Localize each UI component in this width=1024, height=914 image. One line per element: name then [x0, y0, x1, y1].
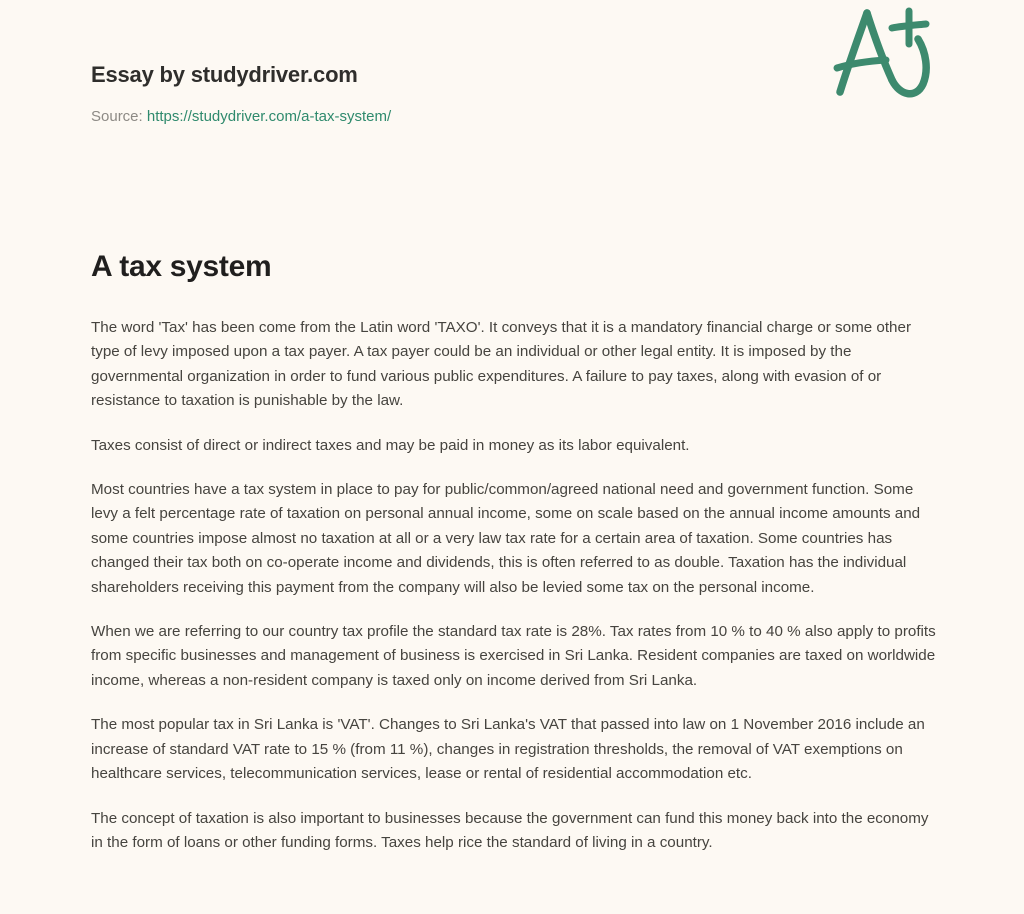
source-label: Source:	[91, 108, 143, 125]
paragraph: The most popular tax in Sri Lanka is 'VAT'. Changes to Sri Lanka's VAT that passed into law on 1 November 2016 include an increase of standard VAT rate to 15 % (from 11 %), changes in registration thresholds, the removal of VAT exemptions on healthcare services, telecommunication services, lease or rental of residential accommodation etc.	[91, 716, 925, 783]
paragraph: The concept of taxation is also important to businesses because the government can fund this money back into the economy in the form of loans or other funding forms. Taxes help rice the standard of living in a country.	[91, 809, 929, 851]
paragraph: Most countries have a tax system in place to pay for public/common/agreed national need and government function. Some levy a felt percentage rate of taxation on personal annual income, some on scale based on the annual income amounts and some countries impose almost no taxation at all or a very law tax rate for a certain area of taxation. Some countries has changed their tax both on co-operate income and dividends, this is often referred to as double. Taxation has the individual shareholders receiving this payment from the company will also be levied some tax on the personal income.	[91, 481, 921, 596]
article	[91, 248, 937, 855]
source-url-link[interactable]: https://studydriver.com/a-tax-system/	[146, 108, 392, 125]
source-line	[91, 107, 391, 127]
page-title: A tax system	[91, 250, 272, 283]
paragraph: Taxes consist of direct or indirect taxes and may be paid in money as its labor equivalent.	[91, 436, 690, 454]
article-body	[91, 316, 937, 855]
header-text-block	[91, 60, 391, 127]
site-title: Essay by studydriver.com	[91, 62, 358, 87]
paragraph: The word 'Tax' has been come from the Latin word 'TAXO'. It conveys that it is a mandatory financial charge or some other type of levy imposed upon a tax payer. A tax payer could be an individual or other legal entity. It is imposed by the governmental organization in order to fund various public expenditures. A failure to pay taxes, along with evasion of or resistance to taxation is punishable by the law.	[91, 319, 912, 410]
paragraph: When we are referring to our country tax profile the standard tax rate is 28%. Tax rates from 10 % to 40 % also apply to profits from specific businesses and management of business is exercised in Sri Lanka. Resident companies are taxed on worldwide income, whereas a non-resident company is taxed only on income derived from Sri Lanka.	[91, 623, 936, 689]
studydriver-logo	[822, 0, 940, 116]
